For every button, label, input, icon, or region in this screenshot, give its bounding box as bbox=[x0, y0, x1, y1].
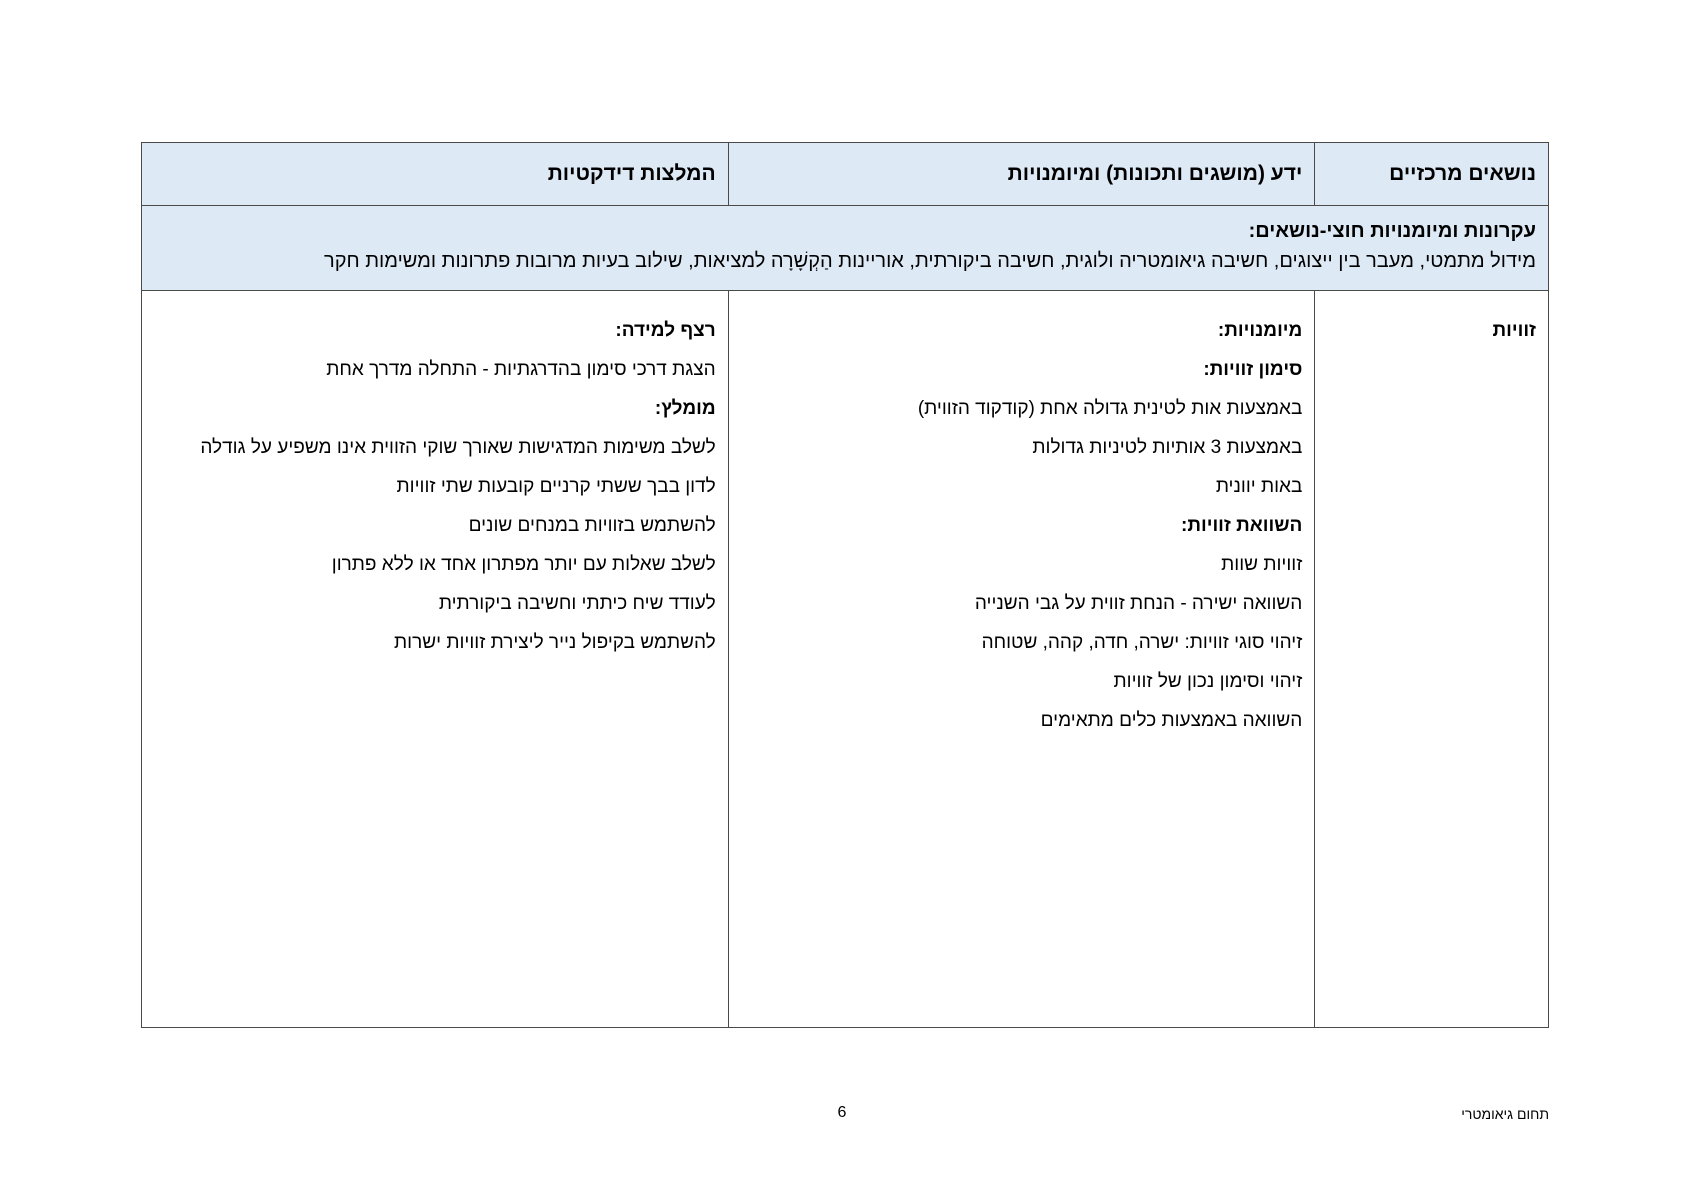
list-item: לשלב משימות המדגישות שאורך שוקי הזווית אינו משפיע על גודלה bbox=[200, 437, 716, 458]
list-subheading: מיומנויות: bbox=[1217, 320, 1303, 341]
list-item: להשתמש בקיפול נייר ליצירת זוויות ישרות bbox=[394, 632, 716, 653]
list-item: באמצעות אות לטינית גדולה אחת (קודקוד הזווית) bbox=[917, 398, 1303, 419]
list-subheading: השוואת זוויות: bbox=[1181, 515, 1303, 536]
list-item: השוואה באמצעות כלים מתאימים bbox=[1040, 710, 1303, 731]
list-item: השוואה ישירה - הנחת זווית על גבי השנייה bbox=[974, 593, 1303, 614]
list-item: לעודד שיח כיתתי וחשיבה ביקורתית bbox=[438, 593, 716, 614]
list-item: לדון בבך ששתי קרניים קובעות שתי זוויות bbox=[396, 476, 716, 497]
topic-cell bbox=[1315, 291, 1549, 1028]
list-item: זיהוי וסימון נכון של זוויות bbox=[1113, 671, 1303, 692]
list-subheading: מומלץ: bbox=[654, 398, 716, 419]
cross-topic-cell bbox=[142, 206, 1549, 291]
list-subheading: רצף למידה: bbox=[615, 320, 716, 341]
topic-name: זוויות bbox=[1492, 320, 1536, 341]
cross-topic-row bbox=[142, 206, 1549, 291]
list-item: זיהוי סוגי זוויות: ישרה, חדה, קהה, שטוחה bbox=[981, 632, 1303, 653]
knowledge-cell bbox=[728, 291, 1315, 1028]
header-row bbox=[142, 143, 1549, 206]
didactic-cell bbox=[142, 291, 729, 1028]
cross-topic-title: עקרונות ומיומנויות חוצי-נושאים: bbox=[1248, 220, 1536, 242]
footer-domain-label: תחום גיאומטרי bbox=[1461, 1106, 1549, 1122]
list-item: באמצעות 3 אותיות לטיניות גדולות bbox=[1032, 437, 1303, 458]
curriculum-table bbox=[141, 142, 1549, 1028]
list-item: זוויות שוות bbox=[1221, 554, 1303, 575]
list-item: לשלב שאלות עם יותר מפתרון אחד או ללא פתרון bbox=[331, 554, 716, 575]
didactic-list bbox=[154, 311, 716, 662]
list-subheading: סימון זוויות: bbox=[1203, 359, 1303, 380]
header-topics: נושאים מרכזיים bbox=[1315, 143, 1549, 206]
content-row bbox=[142, 291, 1549, 1028]
header-knowledge: ידע (מושגים ותכונות) ומיומנויות bbox=[728, 143, 1315, 206]
header-didactic: המלצות דידקטיות bbox=[142, 143, 729, 206]
knowledge-list bbox=[741, 311, 1303, 740]
page-number: 6 bbox=[837, 1104, 847, 1121]
list-item: הצגת דרכי סימון בהדרגתיות - התחלה מדרך אחת bbox=[326, 359, 716, 380]
cross-topic-text: מידול מתמטי, מעבר בין ייצוגים, חשיבה גיאומטריה ולוגית, חשיבה ביקורתית, אוריינות הַקְשָׁרָה למציאות, שילוב בעיות מרובות פתרונות ומשימות חקר bbox=[324, 250, 1536, 272]
list-item: להשתמש בזוויות במנחים שונים bbox=[468, 515, 716, 536]
list-item: באות יוונית bbox=[1215, 476, 1303, 497]
